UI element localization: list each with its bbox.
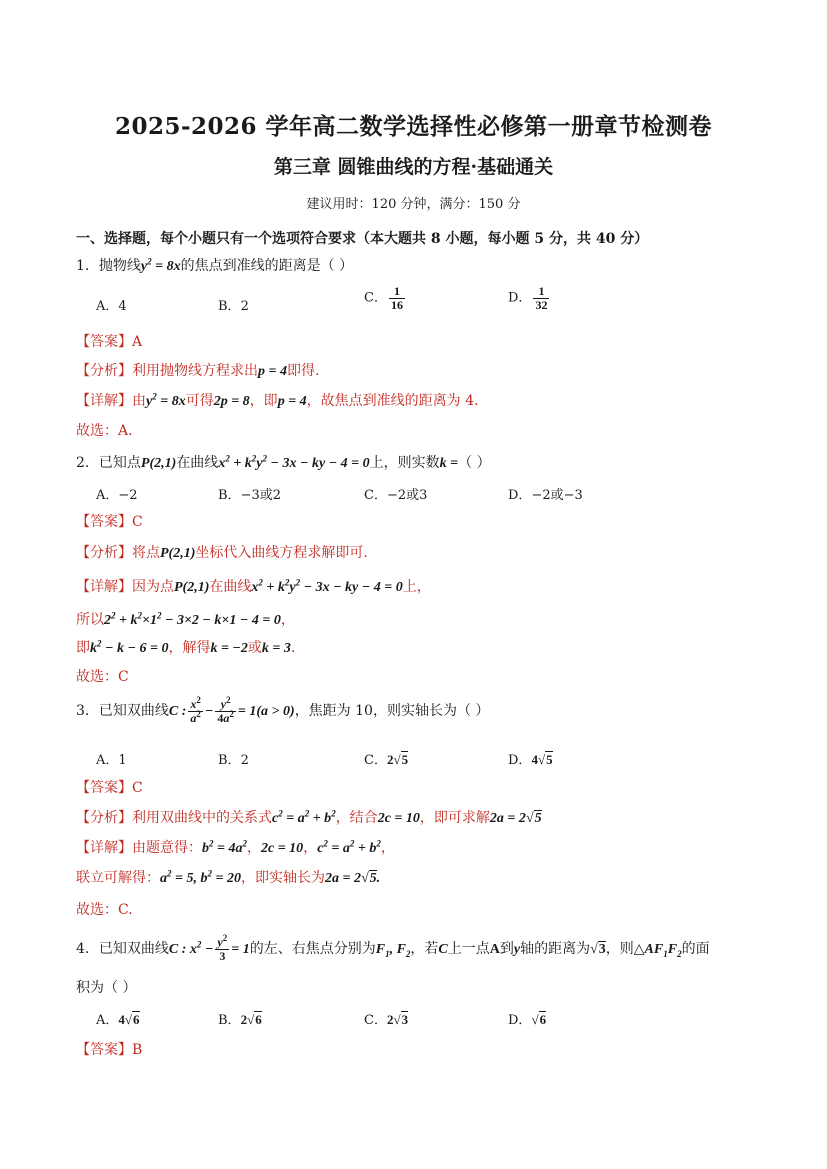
q2-option-b: B．−3或2 — [218, 488, 281, 503]
q1-analysis: 【分析】利用抛物线方程求出p = 4即得. — [76, 363, 320, 379]
q1-detail: 【详解】由$y^2 = 8x$可得2p = 8，即p = 4，故焦点到准线的距离为 4. — [76, 391, 479, 409]
q4-option-c: C．2√3 — [364, 1012, 409, 1028]
q1-answer: 【答案】A — [76, 334, 143, 350]
q1-number: 1． — [76, 258, 99, 274]
q2-option-a: A．−2 — [96, 488, 138, 503]
q2-answer: 【答案】C — [76, 514, 143, 530]
q2-detail-line2: 所以$2^2 + k^2\times 1^2 - 3\times 2 - k\times 1 - 4 = 0$， — [76, 610, 295, 628]
q1-option-d: D． $\frac{1}{32}$ — [508, 284, 548, 312]
q2-detail: 【详解】因为点P(2,1)在曲线$x^2 + k^2y^2 - 3x$ − ky − 4 = 0上， — [76, 577, 431, 595]
q1-option-a: A．4 — [96, 299, 127, 314]
q3-answer: 【答案】C — [76, 780, 143, 796]
q2-detail-line3: 即$k^2 - k - 6 = 0$，解得k = −2或k = 3. — [76, 638, 296, 656]
q1-formula: $y^2 = 8x$ — [140, 256, 181, 274]
q1-stem-text-b: 的焦点到准线的距离是（ ） — [180, 258, 354, 274]
q1-stem-text-a: 抛物线 — [98, 258, 141, 274]
q3-option-b: B．2 — [218, 753, 249, 768]
chapter-subtitle: 第三章 圆锥曲线的方程·基础通关 — [273, 156, 554, 178]
q3-stem: 3．已知双曲线C : $\frac{x^2}{a^2}$ − $\frac{y^2}{4a^2}$ = 1(a > 0)，焦距为 10，则实轴长为（ ） — [76, 695, 490, 725]
q3-choose: 故选：C. — [76, 902, 133, 918]
q1-choose: 故选：A. — [76, 423, 133, 439]
q4-stem: 4．已知双曲线C : $x^2$ − $\frac{y^2}{3}$ = 1的左、右焦点分别为$F_1$, $F_2$，若C上一点A到y轴的距离为√3，则$\triangle AF_1F_2$的面 — [76, 933, 710, 963]
q4-option-d: D．√6 — [508, 1012, 547, 1028]
q2-choose: 故选：C — [76, 669, 129, 685]
q2-analysis: 【分析】将点P(2,1)坐标代入曲线方程求解即可. — [76, 545, 368, 561]
q2-option-c: C．−2或3 — [364, 488, 428, 503]
q4-option-b: B．2√6 — [218, 1012, 262, 1028]
q2-option-d: D．−2或−3 — [508, 488, 583, 503]
q3-analysis: 【分析】利用双曲线中的关系式$c^2 = a^2 + b^2$，结合2c = 10，即可求解2a = 2√5 — [76, 808, 542, 826]
q2-stem: 2．已知点P(2,1)在曲线$x^2 + k^2y^2 - 3x$ − ky − 4 = 0上，则实数k =（ ） — [76, 453, 491, 471]
q1-option-b: B．2 — [218, 299, 249, 314]
doc-title: 2025-2026 学年高二数学选择性必修第一册章节检测卷 — [114, 113, 713, 140]
q1-stem — [76, 255, 353, 275]
section-heading: 一、选择题，每个小题只有一个选项符合要求（本大题共 8 小题，每小题 5 分，共 40 分） — [76, 231, 649, 247]
q3-option-d: D．4√5 — [508, 752, 553, 768]
q3-detail: 【详解】由题意得：$b^2 = 4a^2$，2c = 10，$c^2 = a^2 + b^2$， — [76, 838, 395, 856]
q4-stem-continued: 积为（ ） — [76, 980, 137, 996]
q4-answer: 【答案】B — [76, 1042, 143, 1058]
q3-option-c: C．2√5 — [364, 752, 409, 768]
q3-detail-line2: 联立可解得：$a^2 = 5$, $b^2 = 20$，即实轴长为2a = 2√5. — [76, 868, 381, 886]
q4-option-a: A．4√6 — [96, 1012, 140, 1028]
q3-option-a: A．1 — [96, 753, 127, 768]
time-score-advice: 建议用时：120 分钟，满分：150 分 — [306, 197, 521, 212]
q1-option-c: C． $\frac{1}{16}$ — [364, 284, 403, 312]
